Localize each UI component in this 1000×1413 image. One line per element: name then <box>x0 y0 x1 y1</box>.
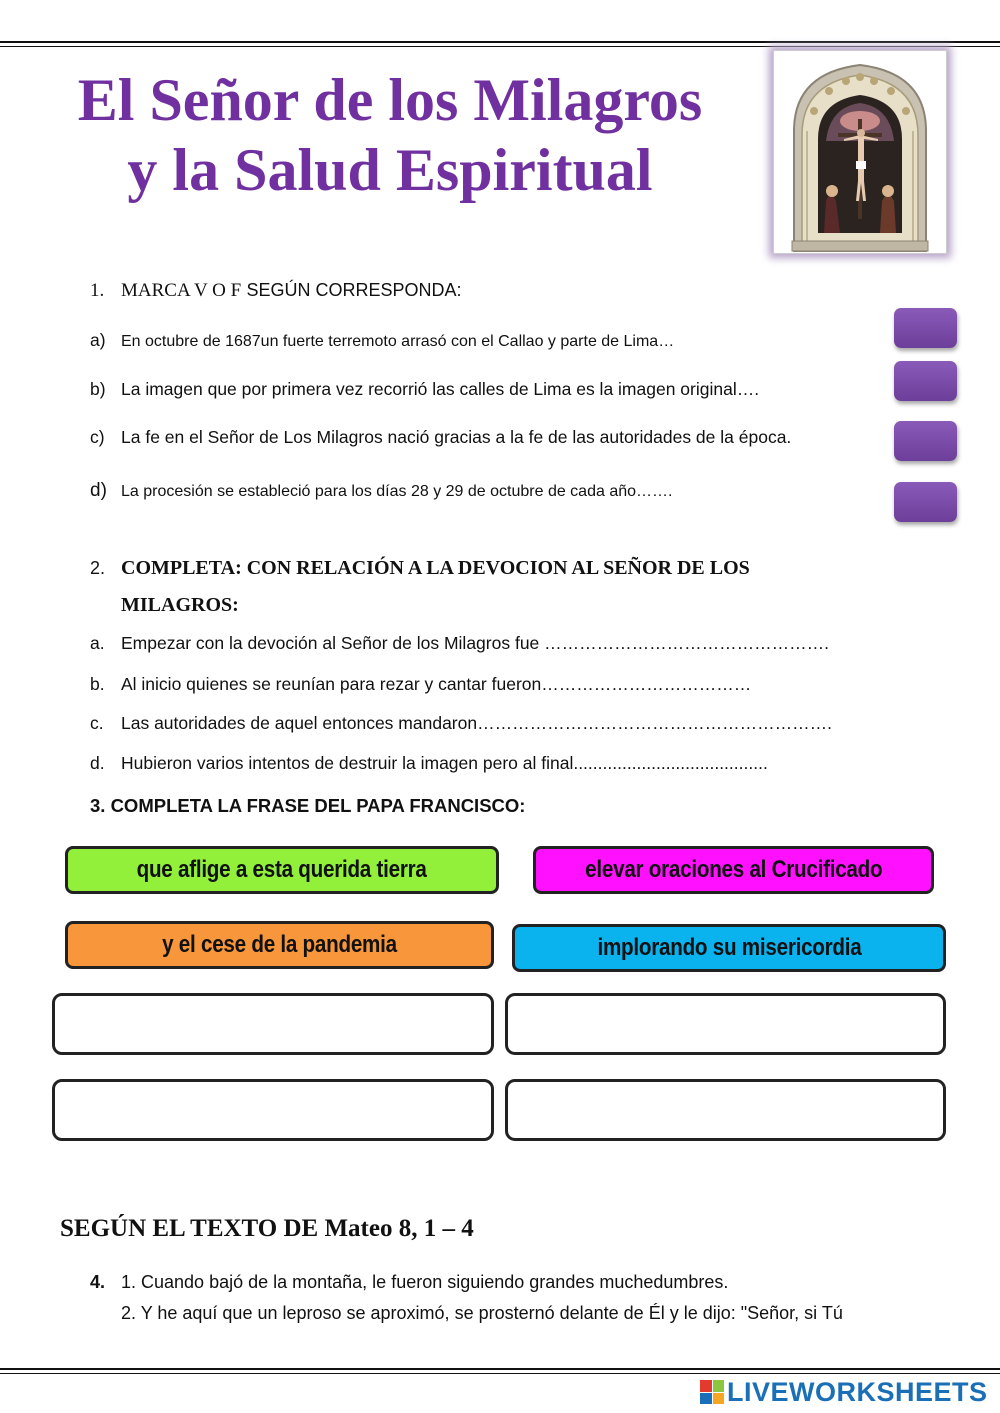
phrase-card-3-text: y el cese de la pandemia <box>162 931 397 958</box>
complete-text-b: Al inicio quienes se reunían para rezar y cantar fueron……………………………… <box>121 674 752 694</box>
vf-text-a: En octubre de 1687un fuerte terremoto arrasó con el Callao y parte de Lima… <box>121 333 675 350</box>
drop-slot-1[interactable] <box>52 993 494 1055</box>
vf-answer-box-b[interactable] <box>894 361 957 401</box>
phrase-card-1-text: que aflige a esta querida tierra <box>136 856 427 883</box>
complete-text-c: Las autoridades de aquel entonces mandaron……………………………………………………. <box>121 713 832 733</box>
mateo-line-2: 2. Y he aquí que un leproso se aproximó, se prosternó delante de Él y le dijo: "Señor, si Tú <box>121 1303 843 1323</box>
complete-item-a <box>90 633 829 654</box>
worksheet-title-line2: y la Salud Espiritual <box>127 137 653 203</box>
liveworksheets-logo[interactable] <box>700 1375 988 1409</box>
drop-slot-4[interactable] <box>505 1079 946 1141</box>
liveworksheets-logo-icon <box>700 1380 724 1404</box>
drop-slot-2[interactable] <box>505 993 946 1055</box>
complete-item-c <box>90 713 832 734</box>
complete-label-c: c. <box>90 713 104 733</box>
vf-statement-c <box>90 427 791 448</box>
vf-label-b: b) <box>90 379 106 399</box>
section1-number: 1. <box>90 280 105 301</box>
section1-heading-rest: SEGÚN CORRESPONDA: <box>246 280 462 300</box>
top-rule-thin <box>0 46 1000 47</box>
vf-label-d: d) <box>90 480 107 501</box>
vf-text-b: La imagen que por primera vez recorrió las calles de Lima es la imagen original…. <box>121 379 760 399</box>
vf-label-c: c) <box>90 427 105 447</box>
section2-number: 2. <box>90 558 106 578</box>
vf-statement-a <box>90 330 674 351</box>
vf-text-d: La procesión se estableció para los días 28 y 29 de octubre de cada año……. <box>121 483 673 500</box>
liveworksheets-logo-text: LIVEWORKSHEETS <box>727 1376 988 1407</box>
section1-heading <box>90 280 462 302</box>
vf-answer-box-d[interactable] <box>894 482 957 522</box>
mateo-line-1: 1. Cuando bajó de la montaña, le fueron siguiendo grandes muchedumbres. <box>121 1272 729 1292</box>
phrase-card-4-text: implorando su misericordia <box>597 934 861 961</box>
section4-number: 4. <box>90 1272 106 1292</box>
top-rule <box>0 41 1000 43</box>
phrase-card-2[interactable] <box>533 846 934 894</box>
vf-answer-box-c[interactable] <box>894 421 957 461</box>
altar-image <box>773 50 947 254</box>
phrase-card-1[interactable] <box>65 846 499 894</box>
complete-item-d <box>90 753 768 774</box>
complete-text-d: Hubieron varios intentos de destruir la imagen pero al final........................................ <box>121 753 768 773</box>
phrase-card-3[interactable] <box>65 921 494 969</box>
phrase-card-4[interactable] <box>512 924 946 972</box>
drop-slot-3[interactable] <box>52 1079 494 1141</box>
complete-label-a: a. <box>90 633 105 653</box>
complete-label-d: d. <box>90 753 105 773</box>
altar-illustration <box>774 51 946 253</box>
vf-statement-d <box>90 480 672 502</box>
bottom-rule-thin <box>0 1373 1000 1374</box>
worksheet-title-line1: El Señor de los Milagros <box>77 67 703 133</box>
section2-heading <box>90 557 750 580</box>
vf-label-a: a) <box>90 330 106 350</box>
vf-statement-b <box>90 379 759 400</box>
vf-text-c: La fe en el Señor de Los Milagros nació gracias a la fe de las autoridades de la época. <box>121 427 792 447</box>
complete-item-b <box>90 674 751 695</box>
phrase-card-2-text: elevar oraciones al Crucificado <box>584 856 883 883</box>
vf-answer-box-a[interactable] <box>894 308 957 348</box>
mateo-source-heading: SEGÚN EL TEXTO DE Mateo 8, 1 – 4 <box>60 1215 474 1242</box>
bottom-rule <box>0 1368 1000 1370</box>
complete-label-b: b. <box>90 674 105 694</box>
section2-heading-line2: MILAGROS: <box>121 594 239 616</box>
section2-heading-line1: COMPLETA: CON RELACIÓN A LA DEVOCION AL SEÑOR DE LOS <box>121 557 750 579</box>
complete-text-a: Empezar con la devoción al Señor de los Milagros fue …………………………………………. <box>121 633 830 653</box>
section1-heading-serif: MARCA V O F <box>121 280 242 301</box>
section3-heading: 3. COMPLETA LA FRASE DEL PAPA FRANCISCO: <box>90 795 526 816</box>
